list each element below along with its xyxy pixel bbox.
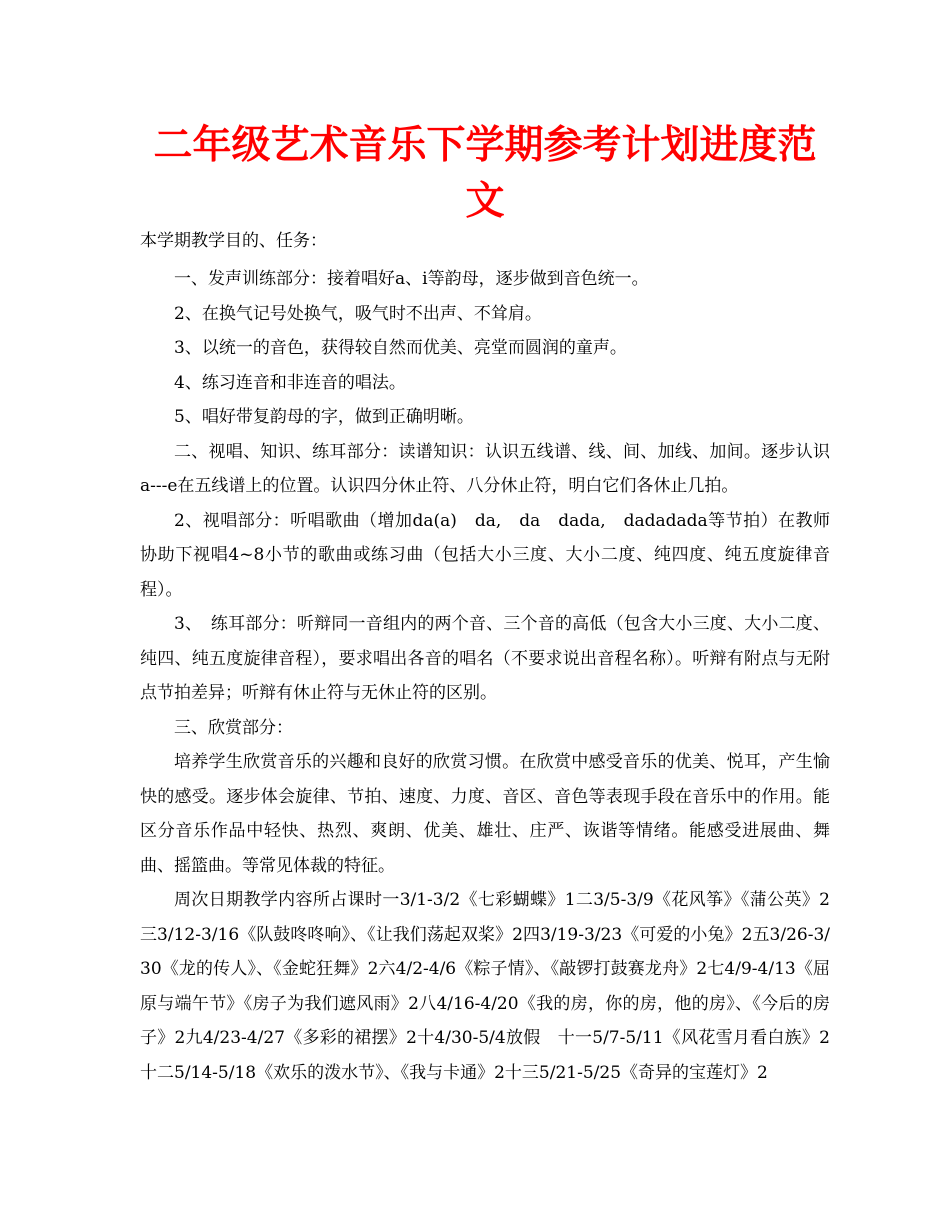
paragraph-breathing: 2、在换气记号处换气，吸气时不出声、不耸肩。	[174, 303, 542, 324]
paragraph-appreciation: 培养学生欣赏音乐的兴趣和良好的欣赏习惯。在欣赏中感受音乐的优美、悦耳，产生愉快的感受。逐步体会旋律、节拍、速度、力度、音区、音色等表现手段在音乐中的作用。能区分音乐作品中轻快、热烈、爽朗、优美、雄壮、庄严、诙谐等情绪。能感受进展曲、舞曲、摇篮曲。等常见体裁的特征。	[140, 752, 830, 876]
document-title: 二年级艺术音乐下学期参考计划进度范文	[153, 123, 817, 224]
paragraph-schedule: 周次日期教学内容所占课时一3/1-3/2《七彩蝴蝶》1二3/5-3/9《花风筝》《蒲公英》2三3/12-3/16《队鼓咚咚响》、《让我们荡起双桨》2四3/19-3/23《可爱的小兔》2五3/26-3/30《龙的传人》、《金蛇狂舞》2六4/2-4/6《粽子情》、《敲锣打鼓赛龙舟》2七4/9-4/13《屈原与端午节》《房子为我们遮风雨》2八4/16-4/20《我的房，你的房，他的房》、《今后的房子》2九4/23-4/27《多彩的裙摆》2十4/30-5/4放假 十一5/7-5/11《风花雪月看白族》2十二5/14-5/18《欢乐的泼水节》、《我与卡通》2十三5/21-5/25《奇异的宝莲灯》2	[140, 890, 830, 1083]
paragraph-sight-singing: 2、视唱部分：听唱歌曲（增加da(a) da, da dada, dadadada等节拍）在教师协助下视唱4~8小节的歌曲或练习曲（包括大小三度、大小二度、纯四度、纯五度旋律音程）。	[140, 510, 830, 600]
paragraph-sight-singing-knowledge: 二、视唱、知识、练耳部分：读谱知识：认识五线谱、线、间、加线、加间。逐步认识a---e在五线谱上的位置。认识四分休止符、八分休止符，明白它们各休止几拍。	[140, 441, 830, 496]
paragraph-timbre: 3、以统一的音色，获得较自然而优美、亮堂而圆润的童声。	[174, 338, 627, 358]
paragraph-appreciation-heading: 三、欣赏部分：	[174, 717, 293, 738]
paragraph-compound-vowels: 5、唱好带复韵母的字，做到正确明晰。	[174, 407, 474, 427]
document-page	[140, 118, 830, 1090]
paragraph-legato: 4、练习连音和非连音的唱法。	[174, 372, 406, 393]
paragraph-ear-training: 3、 练耳部分：听辩同一音组内的两个音、三个音的高低（包含大小三度、大小二度、纯四、纯五度旋律音程），要求唱出各音的唱名（不要求说出音程名称）。听辩有附点与无附点节拍差异；听辩有休止符与无休止符的区别。	[140, 614, 830, 703]
paragraph-vocal-training: 一、发声训练部分：接着唱好a、i等韵母，逐步做到音色统一。	[174, 269, 649, 289]
document-subtitle: 本学期教学目的、任务：	[140, 231, 327, 251]
